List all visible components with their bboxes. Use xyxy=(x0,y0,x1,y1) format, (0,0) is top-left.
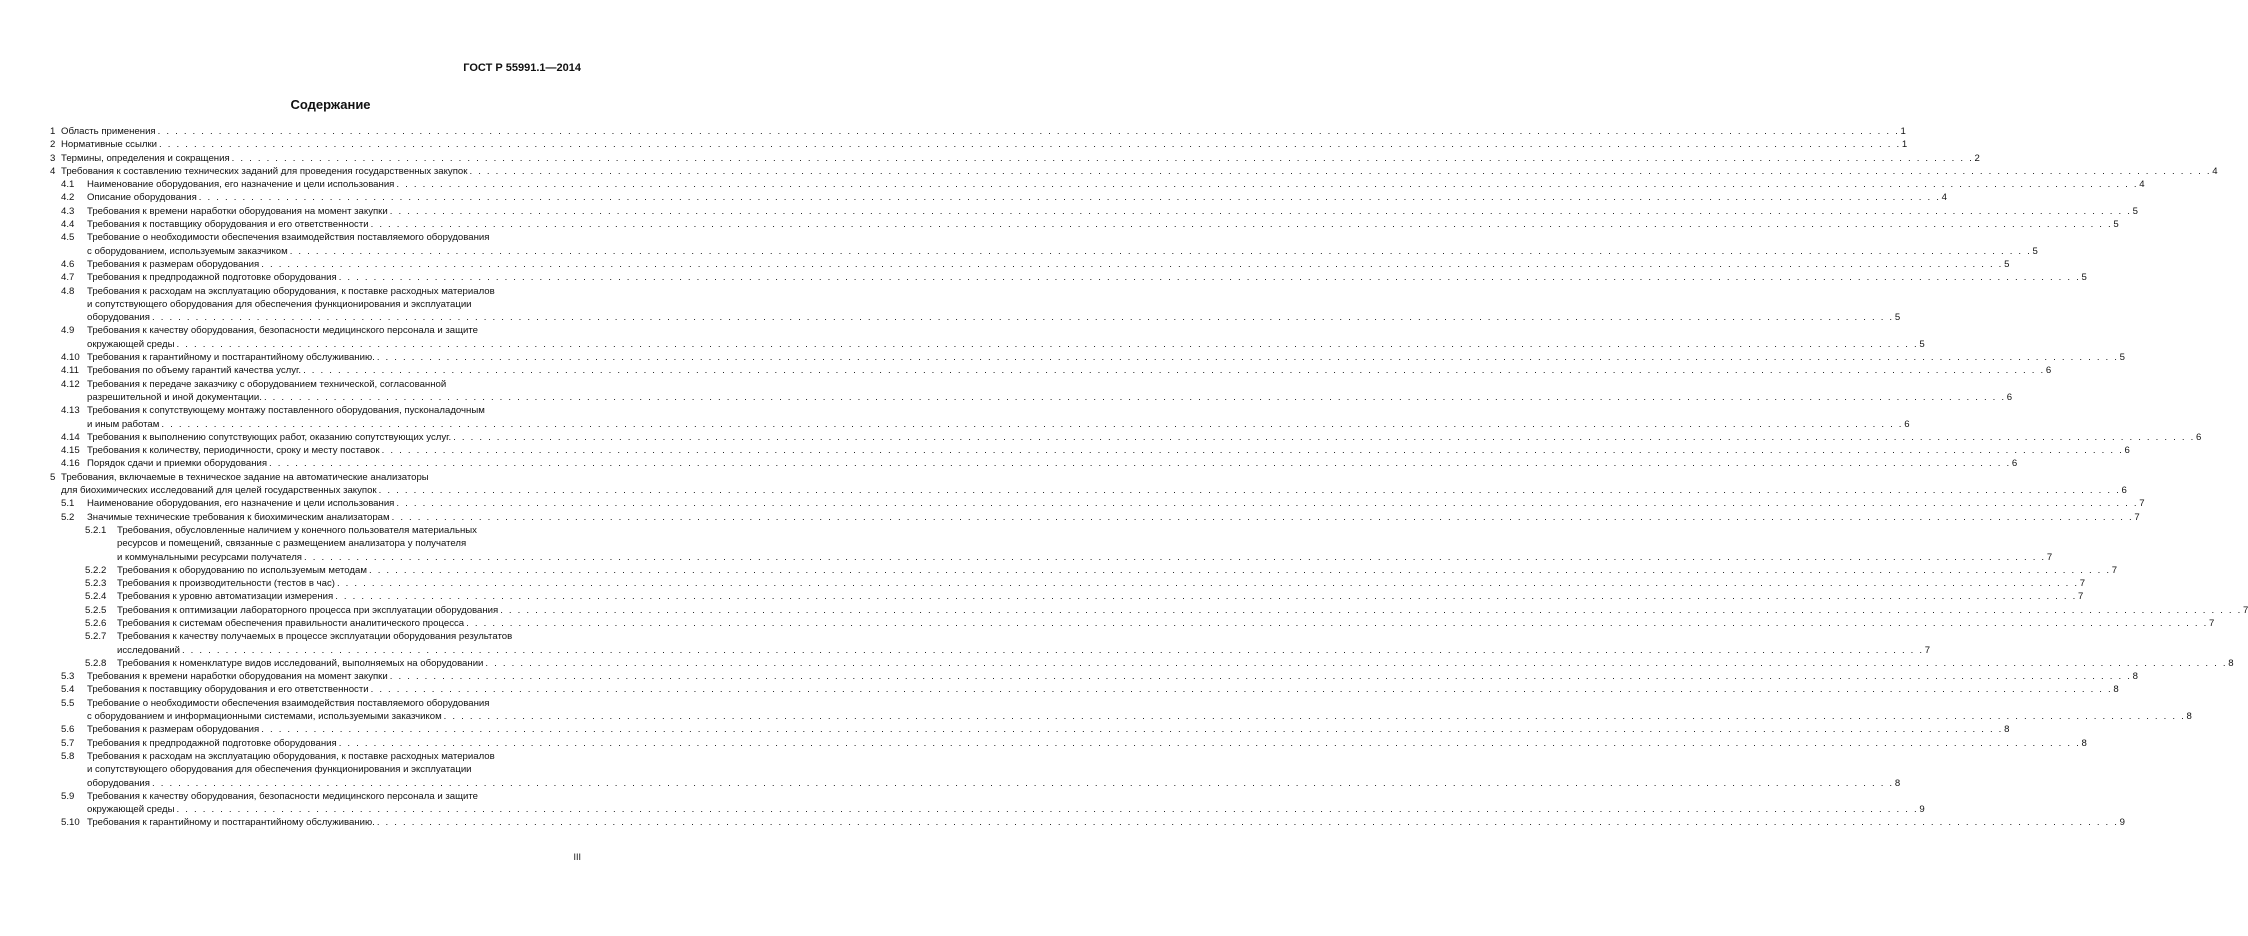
toc-entry-page: 7 xyxy=(2046,551,2053,563)
dot-leader: . . . . . . . . . . . . . . . . . . . . . . . . . . . . . . . . . . . . . . . . . . . . . . . . . . . . . . . . . . . . . . . . . . . . . . . . . . . . . . . . . . . . . . . . . . . . . . . . . . . . . . . . . . . . . . . . . . . . . . . . . . . . . . . . . . . . . . . . . . . . . . . . . . . . . . . . . . . . . . . . . . . . . . . . . . . . . . . . . . . . . . . . . . . . . . . . . . . . . . . . xyxy=(370,684,2113,696)
toc-entry-number: 4.14 xyxy=(61,431,80,443)
toc-entry-page: 7 xyxy=(2208,617,2215,629)
toc-entry-number: 4.13 xyxy=(61,405,80,417)
toc-entry xyxy=(50,444,2130,457)
dot-leader: . . . . . . . . . . . . . . . . . . . . . . . . . . . . . . . . . . . . . . . . . . . . . . . . . . . . . . . . . . . . . . . . . . . . . . . . . . . . . . . . . . . . . . . . . . . . . . . . . . . . . . . . . . . . . . . . . . . . . . . . . . . . . . . . . . . . . . . . . . . . . . . . . . . . . . . . . . . . . . . . . . . . . . . . . . . . . . . . . . . . . . . . . . . . . . . . . . . . . . . . xyxy=(389,205,2132,217)
toc-entry-page: 4 xyxy=(1941,192,1947,204)
toc-entry xyxy=(50,511,2140,524)
dot-leader: . . . . . . . . . . . . . . . . . . . . . . . . . . . . . . . . . . . . . . . . . . . . . . . . . . . . . . . . . . . . . . . . . . . . . . . . . . . . . . . . . . . . . . . . . . . . . . . . . . . . . . . . . . . . . . . . . . . . . . . . . . . . . . . . . . . . . . . . . . . . . . . . . . . . . . . . . . . . . . . . . . . . . . . . . . . . . . . . . . . . . . . . . . . . . . . . . . . . . . . . xyxy=(161,418,1904,430)
dot-leader: . . . . . . . . . . . . . . . . . . . . . . . . . . . . . . . . . . . . . . . . . . . . . . . . . . . . . . . . . . . . . . . . . . . . . . . . . . . . . . . . . . . . . . . . . . . . . . . . . . . . . . . . . . . . . . . . . . . . . . . . . . . . . . . . . . . . . . . . . . . . . . . . . . . . . . . . . . . . . . . . . . . . . . . . . . . . . . . . . . . . . . . . . . . . . . . . . . . . . . . . xyxy=(391,511,2134,523)
toc-entry-text: Требования к количеству, периодичности, сроку и месту поставок xyxy=(87,445,380,457)
toc-entry-number: 4.4 xyxy=(61,219,75,231)
toc-entry-page: 7 xyxy=(2134,511,2140,523)
toc-entry-page: 1 xyxy=(1901,139,1908,151)
dot-leader: . . . . . . . . . . . . . . . . . . . . . . . . . . . . . . . . . . . . . . . . . . . . . . . . . . . . . . . . . . . . . . . . . . . . . . . . . . . . . . . . . . . . . . . . . . . . . . . . . . . . . . . . . . . . . . . . . . . . . . . . . . . . . . . . . . . . . . . . . . . . . . . . . . . . . . . . . . . . . . . . . . . . . . . . . . . . . . . . . . . . . . . . . . . . . . . . . . . . . . . . xyxy=(500,604,2243,616)
toc-entry-page: 7 xyxy=(1924,644,1931,656)
toc-entry xyxy=(50,750,1901,790)
toc-entry-text: Требования к предпродажной подготовке оборудования xyxy=(87,737,337,749)
toc-entry-text: Термины, определения и сокращения xyxy=(61,152,230,164)
toc-entry xyxy=(50,285,1901,325)
toc-entry-page: 8 xyxy=(2004,724,2010,736)
toc-entry xyxy=(50,125,1906,138)
toc-entry-number: 5.9 xyxy=(61,790,75,802)
toc-entry-page: 4 xyxy=(2212,165,2218,177)
dot-leader: . . . . . . . . . . . . . . . . . . . . . . . . . . . . . . . . . . . . . . . . . . . . . . . . . . . . . . . . . . . . . . . . . . . . . . . . . . . . . . . . . . . . . . . . . . . . . . . . . . . . . . . . . . . . . . . . . . . . . . . . . . . . . . . . . . . . . . . . . . . . . . . . . . . . . . . . . . . . . . . . . . . . . . . . . . . . . . . . . . . . . . . . . . . . . . . . . . . . . . . . xyxy=(378,485,2121,497)
toc-entry-text: Требования к производительности (тестов в час) xyxy=(117,578,335,590)
toc-entry xyxy=(50,524,2053,564)
dot-leader: . . . . . . . . . . . . . . . . . . . . . . . . . . . . . . . . . . . . . . . . . . . . . . . . . . . . . . . . . . . . . . . . . . . . . . . . . . . . . . . . . . . . . . . . . . . . . . . . . . . . . . . . . . . . . . . . . . . . . . . . . . . . . . . . . . . . . . . . . . . . . . . . . . . . . . . . . . . . . . . . . . . . . . . . . . . . . . . . . . . . . . . . . . . . . . . . . . . . . . . . xyxy=(159,139,1901,151)
toc-entry-text: оборудования xyxy=(87,777,150,789)
toc-entry-text: Требования к расходам на эксплуатацию оборудования, к поставке расходных материалов xyxy=(87,750,495,762)
toc-entry xyxy=(50,790,1925,817)
toc-entry-page: 6 xyxy=(2195,431,2202,443)
toc-entry-text: Наименование оборудования, его назначение и цели использования xyxy=(87,179,395,191)
toc-entry-page: 8 xyxy=(2186,711,2192,723)
toc-entry-page: 5 xyxy=(1919,338,1925,350)
toc-entry-text: Порядок сдачи и приемки оборудования xyxy=(87,458,268,470)
toc-entry xyxy=(50,431,2202,444)
dot-leader: . . . . . . . . . . . . . . . . . . . . . . . . . . . . . . . . . . . . . . . . . . . . . . . . . . . . . . . . . . . . . . . . . . . . . . . . . . . . . . . . . . . . . . . . . . . . . . . . . . . . . . . . . . . . . . . . . . . . . . . . . . . . . . . . . . . . . . . . . . . . . . . . . . . . . . . . . . . . . . . . . . . . . . . . . . . . . . . . . . . . . . . . . . . . . . . . . . . . . . . . xyxy=(303,365,2045,377)
toc-entry-text: Наименование оборудования, его назначение и цели использования xyxy=(87,498,395,510)
toc-entry-number: 4.2 xyxy=(61,192,75,204)
toc-entry xyxy=(50,630,1931,657)
toc-entry xyxy=(50,471,2127,498)
toc-entry-text: Требования по объему гарантий качества услуг. xyxy=(87,365,302,377)
toc-entry-page: 5 xyxy=(2113,219,2119,231)
toc-entry-page: 5 xyxy=(2119,352,2125,364)
toc-entry-number: 4.16 xyxy=(61,458,80,470)
dot-leader: . . . . . . . . . . . . . . . . . . . . . . . . . . . . . . . . . . . . . . . . . . . . . . . . . . . . . . . . . . . . . . . . . . . . . . . . . . . . . . . . . . . . . . . . . . . . . . . . . . . . . . . . . . . . . . . . . . . . . . . . . . . . . . . . . . . . . . . . . . . . . . . . . . . . . . . . . . . . . . . . . . . . . . . . . . . . . . . . . . . . . . . . . . . . . . . . . . . . . . . . xyxy=(485,657,2228,669)
toc-entry-text: Требования к качеству оборудования, безопасности медицинского персонала и защите xyxy=(87,790,478,802)
toc-entry xyxy=(50,231,2038,258)
toc-entry-number: 5.4 xyxy=(61,684,75,696)
toc-entry-text: и иным работам xyxy=(87,418,160,430)
toc-entry-number: 5.2.1 xyxy=(85,524,107,536)
toc-entry-page: 8 xyxy=(1894,777,1901,789)
dot-leader: . . . . . . . . . . . . . . . . . . . . . . . . . . . . . . . . . . . . . . . . . . . . . . . . . . . . . . . . . . . . . . . . . . . . . . . . . . . . . . . . . . . . . . . . . . . . . . . . . . . . . . . . . . . . . . . . . . . . . . . . . . . . . . . . . . . . . . . . . . . . . . . . . . . . . . . . . . . . . . . . . . . . . . . . . . . . . . . . . . . . . . . . . . . . . . . . . . . . . . . . xyxy=(370,219,2113,231)
toc-entry-text: Требования к качеству получаемых в процессе эксплуатации оборудования результатов xyxy=(117,631,513,643)
toc-entry-text: Требования к размерам оборудования xyxy=(87,258,260,270)
toc-entry-text: и сопутствующего оборудования для обеспечения функционирования и эксплуатации xyxy=(87,298,472,310)
dot-leader: . . . . . . . . . . . . . . . . . . . . . . . . . . . . . . . . . . . . . . . . . . . . . . . . . . . . . . . . . . . . . . . . . . . . . . . . . . . . . . . . . . . . . . . . . . . . . . . . . . . . . . . . . . . . . . . . . . . . . . . . . . . . . . . . . . . . . . . . . . . . . . . . . . . . . . . . . . . . . . . . . . . . . . . . . . . . . . . . . . . . . . . . . . . . . . . . . . . . . . . . xyxy=(151,777,1894,789)
toc-entry xyxy=(50,564,2118,577)
dot-leader: . . . . . . . . . . . . . . . . . . . . . . . . . . . . . . . . . . . . . . . . . . . . . . . . . . . . . . . . . . . . . . . . . . . . . . . . . . . . . . . . . . . . . . . . . . . . . . . . . . . . . . . . . . . . . . . . . . . . . . . . . . . . . . . . . . . . . . . . . . . . . . . . . . . . . . . . . . . . . . . . . . . . . . . . . . . . . . . . . . . . . . . . . . . . . . . . . . . . . . . . xyxy=(453,431,2195,443)
toc-entry-number: 5.2.7 xyxy=(85,631,107,643)
toc-entry xyxy=(50,165,2218,178)
toc-entry-text: Требования к предпродажной подготовке оборудования xyxy=(87,272,337,284)
toc-entry-number: 3 xyxy=(50,152,56,164)
toc-entry-number: 4.3 xyxy=(61,205,75,217)
toc-entry-text: Требования к системам обеспечения правильности аналитического процесса xyxy=(117,617,465,629)
toc-entry-text: Требования к выполнению сопутствующих работ, оказанию сопутствующих услуг. xyxy=(87,431,452,443)
toc-entry-text: Требования к уровню автоматизации измерения xyxy=(117,591,334,603)
dot-leader: . . . . . . . . . . . . . . . . . . . . . . . . . . . . . . . . . . . . . . . . . . . . . . . . . . . . . . . . . . . . . . . . . . . . . . . . . . . . . . . . . . . . . . . . . . . . . . . . . . . . . . . . . . . . . . . . . . . . . . . . . . . . . . . . . . . . . . . . . . . . . . . . . . . . . . . . . . . . . . . . . . . . . . . . . . . . . . . . . . . . . . . . . . . . . . . . . . . . . . . . xyxy=(181,644,1924,656)
toc-entry-page: 6 xyxy=(2124,445,2130,457)
toc-entry-page: 7 xyxy=(2243,604,2248,616)
toc-entry-page: 6 xyxy=(2045,365,2052,377)
toc-entry-text: Область применения xyxy=(61,126,156,137)
toc-entry-page: 7 xyxy=(2111,564,2118,576)
dot-leader: . . . . . . . . . . . . . . . . . . . . . . . . . . . . . . . . . . . . . . . . . . . . . . . . . . . . . . . . . . . . . . . . . . . . . . . . . . . . . . . . . . . . . . . . . . . . . . . . . . . . . . . . . . . . . . . . . . . . . . . . . . . . . . . . . . . . . . . . . . . . . . . . . . . . . . . . . . . . . . . . . . . . . . . . . . . . . . . . . . . . . . . . . . . . . . . . . . . . . . . . xyxy=(336,578,2079,590)
toc-entry-number: 4.8 xyxy=(61,285,75,297)
dot-leader: . . . . . . . . . . . . . . . . . . . . . . . . . . . . . . . . . . . . . . . . . . . . . . . . . . . . . . . . . . . . . . . . . . . . . . . . . . . . . . . . . . . . . . . . . . . . . . . . . . . . . . . . . . . . . . . . . . . . . . . . . . . . . . . . . . . . . . . . . . . . . . . . . . . . . . . . . . . . . . . . . . . . . . . . . . . . . . . . . . . . . . . . . . . . . . . . . . . . . . . . xyxy=(303,551,2046,563)
toc-entry-text: Требования к номенклатуре видов исследований, выполняемых на оборудовании xyxy=(117,657,484,669)
toc-entry-page: 8 xyxy=(2132,671,2138,683)
toc-entry-text: Требование о необходимости обеспечения взаимодействия поставляемого оборудования xyxy=(87,697,490,709)
toc-entry-page: 8 xyxy=(2228,657,2234,669)
toc-entry-text: Требования к оборудованию по используемым методам xyxy=(117,564,367,576)
document-id: ГОСТ Р 55991.1—2014 xyxy=(463,62,581,74)
toc-entry-page: 6 xyxy=(2011,458,2018,470)
dot-leader: . . . . . . . . . . . . . . . . . . . . . . . . . . . . . . . . . . . . . . . . . . . . . . . . . . . . . . . . . . . . . . . . . . . . . . . . . . . . . . . . . . . . . . . . . . . . . . . . . . . . . . . . . . . . . . . . . . . . . . . . . . . . . . . . . . . . . . . . . . . . . . . . . . . . . . . . . . . . . . . . . . . . . . . . . . . . . . . . . . . . . . . . . . . . . . . . . . . . . . . . xyxy=(376,817,2119,829)
toc-entry xyxy=(50,205,2138,218)
toc-entry-number: 1 xyxy=(50,126,56,137)
dot-leader: . . . . . . . . . . . . . . . . . . . . . . . . . . . . . . . . . . . . . . . . . . . . . . . . . . . . . . . . . . . . . . . . . . . . . . . . . . . . . . . . . . . . . . . . . . . . . . . . . . . . . . . . . . . . . . . . . . . . . . . . . . . . . . . . . . . . . . . . . . . . . . . . . . . . . . . . . . . . . . . . . . . . . . . . . . . . . . . . . . . . . . . . . . . . . . . . . . . . . . . . xyxy=(261,258,2004,270)
toc-entry-number: 5.2.5 xyxy=(85,604,107,616)
toc-entry-text: и коммунальными ресурсами получателя xyxy=(117,551,302,563)
dot-leader: . . . . . . . . . . . . . . . . . . . . . . . . . . . . . . . . . . . . . . . . . . . . . . . . . . . . . . . . . . . . . . . . . . . . . . . . . . . . . . . . . . . . . . . . . . . . . . . . . . . . . . . . . . . . . . . . . . . . . . . . . . . . . . . . . . . . . . . . . . . . . . . . . . . . . . . . . . . . . . . . . . . . . . . . . . . . . . . . . . . . . . . . . . . . . . . . . . . . . . . . xyxy=(176,338,1919,350)
toc-entry xyxy=(50,604,2248,617)
dot-leader: . . . . . . . . . . . . . . . . . . . . . . . . . . . . . . . . . . . . . . . . . . . . . . . . . . . . . . . . . . . . . . . . . . . . . . . . . . . . . . . . . . . . . . . . . . . . . . . . . . . . . . . . . . . . . . . . . . . . . . . . . . . . . . . . . . . . . . . . . . . . . . . . . . . . . . . . . . . . . . . . . . . . . . . . . . . . . . . . . . . . . . . . . . . . . . . . . . . . . . . . xyxy=(469,165,2212,177)
toc-entry xyxy=(50,351,2125,364)
toc-entry-text: и сопутствующего оборудования для обеспечения функционирования и эксплуатации xyxy=(87,764,472,776)
toc-entry-text: Требования к сопутствующему монтажу поставленного оборудования, пусконаладочным xyxy=(87,405,485,417)
page-title: Содержание xyxy=(290,97,371,112)
toc-entry-page: 5 xyxy=(2132,205,2138,217)
toc-entry xyxy=(50,324,1925,351)
toc-entry-number: 5.2.2 xyxy=(85,564,107,576)
dot-leader: . . . . . . . . . . . . . . . . . . . . . . . . . . . . . . . . . . . . . . . . . . . . . . . . . . . . . . . . . . . . . . . . . . . . . . . . . . . . . . . . . . . . . . . . . . . . . . . . . . . . . . . . . . . . . . . . . . . . . . . . . . . . . . . . . . . . . . . . . . . . . . . . . . . . . . . . . . . . . . . . . . . . . . . . . . . . . . . . . . . . . . . . . . . . . . . . . . . . . . . . xyxy=(289,245,2032,257)
dot-leader: . . . . . . . . . . . . . . . . . . . . . . . . . . . . . . . . . . . . . . . . . . . . . . . . . . . . . . . . . . . . . . . . . . . . . . . . . . . . . . . . . . . . . . . . . . . . . . . . . . . . . . . . . . . . . . . . . . . . . . . . . . . . . . . . . . . . . . . . . . . . . . . . . . . . . . . . . . . . . . . . . . . . . . . . . . . . . . . . . . . . . . . . . . . . . . . . . . . . . . . . xyxy=(443,711,2186,723)
toc-entry-page: 5 xyxy=(2081,272,2087,284)
toc-entry xyxy=(50,670,2138,683)
toc-entry-text: Требования к гарантийному и постгарантийному обслуживанию. xyxy=(87,352,375,364)
dot-leader: . . . . . . . . . . . . . . . . . . . . . . . . . . . . . . . . . . . . . . . . . . . . . . . . . . . . . . . . . . . . . . . . . . . . . . . . . . . . . . . . . . . . . . . . . . . . . . . . . . . . . . . . . . . . . . . . . . . . . . . . . . . . . . . . . . . . . . . . . . . . . . . . . . . . . . . . . . . . . . . . . . . . . . . . . . . . . . . . . . . . . . . . . . . . . . . . . . . . . . . . xyxy=(338,737,2081,749)
toc-entry xyxy=(50,590,2084,603)
toc-entry xyxy=(50,816,2125,829)
toc-entry-text: Описание оборудования xyxy=(87,192,197,204)
toc-entry-text: Требования к качеству оборудования, безопасности медицинского персонала и защите xyxy=(87,325,478,337)
toc-entry xyxy=(50,657,2234,670)
toc-entry-page: 9 xyxy=(1919,804,1925,816)
toc-entry xyxy=(50,497,2145,510)
toc-entry-text: Требования к оптимизации лабораторного процесса при эксплуатации оборудования xyxy=(117,604,499,616)
toc-entry-number: 5.8 xyxy=(61,750,75,762)
toc-entry xyxy=(50,218,2119,231)
toc-entry-text: Требования к расходам на эксплуатацию оборудования, к поставке расходных материалов xyxy=(87,285,495,297)
dot-leader: . . . . . . . . . . . . . . . . . . . . . . . . . . . . . . . . . . . . . . . . . . . . . . . . . . . . . . . . . . . . . . . . . . . . . . . . . . . . . . . . . . . . . . . . . . . . . . . . . . . . . . . . . . . . . . . . . . . . . . . . . . . . . . . . . . . . . . . . . . . . . . . . . . . . . . . . . . . . . . . . . . . . . . . . . . . . . . . . . . . . . . . . . . . . . . . . . . . . . . . . xyxy=(381,445,2124,457)
dot-leader: . . . . . . . . . . . . . . . . . . . . . . . . . . . . . . . . . . . . . . . . . . . . . . . . . . . . . . . . . . . . . . . . . . . . . . . . . . . . . . . . . . . . . . . . . . . . . . . . . . . . . . . . . . . . . . . . . . . . . . . . . . . . . . . . . . . . . . . . . . . . . . . . . . . . . . . . . . . . . . . . . . . . . . . . . . . . . . . . . . . . . . . . . . . . . . . . . . . . . . . . xyxy=(338,272,2081,284)
toc-entry-number: 5.6 xyxy=(61,724,75,736)
toc-entry-number: 5.5 xyxy=(61,697,75,709)
toc-entry-number: 4.15 xyxy=(61,445,80,457)
toc-entry xyxy=(50,457,2018,470)
toc-entry-number: 4 xyxy=(50,165,56,177)
table-of-contents xyxy=(50,125,2248,830)
dot-leader: . . . . . . . . . . . . . . . . . . . . . . . . . . . . . . . . . . . . . . . . . . . . . . . . . . . . . . . . . . . . . . . . . . . . . . . . . . . . . . . . . . . . . . . . . . . . . . . . . . . . . . . . . . . . . . . . . . . . . . . . . . . . . . . . . . . . . . . . . . . . . . . . . . . . . . . . . . . . . . . . . . . . . . . . . . . . . . . . . . . . . . . . . . . . . . . . . . . . . . . . xyxy=(157,126,1900,137)
toc-entry-page: 7 xyxy=(2078,591,2084,603)
toc-entry xyxy=(50,191,1947,204)
toc-entry xyxy=(50,271,2087,284)
dot-leader: . . . . . . . . . . . . . . . . . . . . . . . . . . . . . . . . . . . . . . . . . . . . . . . . . . . . . . . . . . . . . . . . . . . . . . . . . . . . . . . . . . . . . . . . . . . . . . . . . . . . . . . . . . . . . . . . . . . . . . . . . . . . . . . . . . . . . . . . . . . . . . . . . . . . . . . . . . . . . . . . . . . . . . . . . . . . . . . . . . . . . . . . . . . . . . . . . . . . . . . . xyxy=(269,458,2011,470)
toc-entry-text: Требования к поставщику оборудования и его ответственности xyxy=(87,684,369,696)
toc-entry-number: 5.2.3 xyxy=(85,578,107,590)
toc-entry-number: 5 xyxy=(50,471,56,483)
toc-entry-number: 4.10 xyxy=(61,352,80,364)
toc-entry xyxy=(50,378,2013,405)
toc-entry-number: 5.2.4 xyxy=(85,591,107,603)
toc-entry-number: 2 xyxy=(50,139,56,151)
toc-entry-text: для биохимических исследований для целей государственных закупок xyxy=(61,485,377,497)
dot-leader: . . . . . . . . . . . . . . . . . . . . . . . . . . . . . . . . . . . . . . . . . . . . . . . . . . . . . . . . . . . . . . . . . . . . . . . . . . . . . . . . . . . . . . . . . . . . . . . . . . . . . . . . . . . . . . . . . . . . . . . . . . . . . . . . . . . . . . . . . . . . . . . . . . . . . . . . . . . . . . . . . . . . . . . . . . . . . . . . . . . . . . . . . . . . . . . . . . . . . . . . xyxy=(466,617,2208,629)
toc-entry-number: 5.10 xyxy=(61,817,80,829)
toc-entry-page: 9 xyxy=(2119,817,2125,829)
toc-entry xyxy=(50,683,2119,696)
toc-entry xyxy=(50,364,2052,377)
dot-leader: . . . . . . . . . . . . . . . . . . . . . . . . . . . . . . . . . . . . . . . . . . . . . . . . . . . . . . . . . . . . . . . . . . . . . . . . . . . . . . . . . . . . . . . . . . . . . . . . . . . . . . . . . . . . . . . . . . . . . . . . . . . . . . . . . . . . . . . . . . . . . . . . . . . . . . . . . . . . . . . . . . . . . . . . . . . . . . . . . . . . . . . . . . . . . . . . . . . . . . . . xyxy=(151,312,1894,324)
toc-entry-number: 5.1 xyxy=(61,498,75,510)
toc-entry-number: 4.11 xyxy=(61,365,79,377)
toc-entry xyxy=(50,697,2192,724)
toc-entry-page: 7 xyxy=(2079,578,2086,590)
page-number: III xyxy=(573,852,581,862)
toc-entry-page: 6 xyxy=(1904,418,1910,430)
toc-entry xyxy=(50,152,1980,165)
toc-entry-text: с оборудованием и информационными системами, используемыми заказчиком xyxy=(87,711,442,723)
toc-entry xyxy=(50,723,2010,736)
toc-entry-number: 5.3 xyxy=(61,671,75,683)
dot-leader: . . . . . . . . . . . . . . . . . . . . . . . . . . . . . . . . . . . . . . . . . . . . . . . . . . . . . . . . . . . . . . . . . . . . . . . . . . . . . . . . . . . . . . . . . . . . . . . . . . . . . . . . . . . . . . . . . . . . . . . . . . . . . . . . . . . . . . . . . . . . . . . . . . . . . . . . . . . . . . . . . . . . . . . . . . . . . . . . . . . . . . . . . . . . . . . . . . . . . . . . xyxy=(389,671,2132,683)
toc-entry-page: 8 xyxy=(2081,737,2087,749)
toc-entry-text: Требования, включаемые в техническое задание на автоматические анализаторы xyxy=(61,471,429,483)
toc-entry-number: 4.7 xyxy=(61,272,75,284)
dot-leader: . . . . . . . . . . . . . . . . . . . . . . . . . . . . . . . . . . . . . . . . . . . . . . . . . . . . . . . . . . . . . . . . . . . . . . . . . . . . . . . . . . . . . . . . . . . . . . . . . . . . . . . . . . . . . . . . . . . . . . . . . . . . . . . . . . . . . . . . . . . . . . . . . . . . . . . . . . . . . . . . . . . . . . . . . . . . . . . . . . . . . . . . . . . . . . . . . . . . . . . . xyxy=(368,564,2111,576)
toc-entry-number: 4.5 xyxy=(61,232,75,244)
toc-entry-page: 5 xyxy=(2032,245,2038,257)
toc-entry-page: 8 xyxy=(2113,684,2119,696)
toc-entry-number: 5.2.8 xyxy=(85,657,107,669)
dot-leader: . . . . . . . . . . . . . . . . . . . . . . . . . . . . . . . . . . . . . . . . . . . . . . . . . . . . . . . . . . . . . . . . . . . . . . . . . . . . . . . . . . . . . . . . . . . . . . . . . . . . . . . . . . . . . . . . . . . . . . . . . . . . . . . . . . . . . . . . . . . . . . . . . . . . . . . . . . . . . . . . . . . . . . . . . . . . . . . . . . . . . . . . . . . . . . . . . . . . . . . . xyxy=(261,724,2004,736)
toc-entry-text: Значимые технические требования к биохимическим анализаторам xyxy=(87,511,390,523)
toc-entry-page: 5 xyxy=(1894,312,1901,324)
toc-entry-number: 5.2 xyxy=(61,511,75,523)
toc-entry-text: оборудования xyxy=(87,312,150,324)
toc-entry-text: Требования к времени наработки оборудования на момент закупки xyxy=(87,671,388,683)
toc-entry-number: 4.6 xyxy=(61,258,75,270)
toc-entry-text: ресурсов и помещений, связанные с размещением анализатора у получателя xyxy=(117,538,467,550)
toc-entry-text: Требования к поставщику оборудования и его ответственности xyxy=(87,219,369,231)
toc-entry-text: Требования, обусловленные наличием у конечного пользователя материальных xyxy=(117,524,477,536)
dot-leader: . . . . . . . . . . . . . . . . . . . . . . . . . . . . . . . . . . . . . . . . . . . . . . . . . . . . . . . . . . . . . . . . . . . . . . . . . . . . . . . . . . . . . . . . . . . . . . . . . . . . . . . . . . . . . . . . . . . . . . . . . . . . . . . . . . . . . . . . . . . . . . . . . . . . . . . . . . . . . . . . . . . . . . . . . . . . . . . . . . . . . . . . . . . . . . . . . . . . . . . . xyxy=(176,804,1919,816)
dot-leader: . . . . . . . . . . . . . . . . . . . . . . . . . . . . . . . . . . . . . . . . . . . . . . . . . . . . . . . . . . . . . . . . . . . . . . . . . . . . . . . . . . . . . . . . . . . . . . . . . . . . . . . . . . . . . . . . . . . . . . . . . . . . . . . . . . . . . . . . . . . . . . . . . . . . . . . . . . . . . . . . . . . . . . . . . . . . . . . . . . . . . . . . . . . . . . . . . . . . . . . . xyxy=(231,152,1974,164)
toc-entry-text: Требования к времени наработки оборудования на момент закупки xyxy=(87,205,388,217)
toc-entry-text: Требования к размерам оборудования xyxy=(87,724,260,736)
dot-leader: . . . . . . . . . . . . . . . . . . . . . . . . . . . . . . . . . . . . . . . . . . . . . . . . . . . . . . . . . . . . . . . . . . . . . . . . . . . . . . . . . . . . . . . . . . . . . . . . . . . . . . . . . . . . . . . . . . . . . . . . . . . . . . . . . . . . . . . . . . . . . . . . . . . . . . . . . . . . . . . . . . . . . . . . . . . . . . . . . . . . . . . . . . . . . . . . . . . . . . . . xyxy=(396,179,2139,191)
dot-leader: . . . . . . . . . . . . . . . . . . . . . . . . . . . . . . . . . . . . . . . . . . . . . . . . . . . . . . . . . . . . . . . . . . . . . . . . . . . . . . . . . . . . . . . . . . . . . . . . . . . . . . . . . . . . . . . . . . . . . . . . . . . . . . . . . . . . . . . . . . . . . . . . . . . . . . . . . . . . . . . . . . . . . . . . . . . . . . . . . . . . . . . . . . . . . . . . . . . . . . . . xyxy=(396,498,2139,510)
dot-leader: . . . . . . . . . . . . . . . . . . . . . . . . . . . . . . . . . . . . . . . . . . . . . . . . . . . . . . . . . . . . . . . . . . . . . . . . . . . . . . . . . . . . . . . . . . . . . . . . . . . . . . . . . . . . . . . . . . . . . . . . . . . . . . . . . . . . . . . . . . . . . . . . . . . . . . . . . . . . . . . . . . . . . . . . . . . . . . . . . . . . . . . . . . . . . . . . . . . . . . . . xyxy=(198,192,1941,204)
dot-leader: . . . . . . . . . . . . . . . . . . . . . . . . . . . . . . . . . . . . . . . . . . . . . . . . . . . . . . . . . . . . . . . . . . . . . . . . . . . . . . . . . . . . . . . . . . . . . . . . . . . . . . . . . . . . . . . . . . . . . . . . . . . . . . . . . . . . . . . . . . . . . . . . . . . . . . . . . . . . . . . . . . . . . . . . . . . . . . . . . . . . . . . . . . . . . . . . . . . . . . . . xyxy=(335,591,2078,603)
toc-entry-text: разрешительной и иной документации. xyxy=(87,391,262,403)
toc-entry-number: 5.7 xyxy=(61,737,75,749)
toc-entry-page: 1 xyxy=(1900,126,1906,137)
toc-entry-page: 6 xyxy=(2121,485,2127,497)
toc-entry xyxy=(50,138,1908,151)
toc-entry xyxy=(50,404,1910,431)
toc-entry-number: 4.1 xyxy=(61,179,75,191)
toc-entry-number: 5.2.6 xyxy=(85,617,107,629)
toc-entry-text: Требование о необходимости обеспечения взаимодействия поставляемого оборудования xyxy=(87,232,490,244)
toc-entry-page: 2 xyxy=(1974,152,1980,164)
toc-entry-number: 4.9 xyxy=(61,325,75,337)
toc-entry-text: Требования к передаче заказчику с оборудованием технической, согласованной xyxy=(87,378,447,390)
toc-entry-text: Требования к составлению технических заданий для проведения государственных закупок xyxy=(61,165,468,177)
toc-entry-page: 7 xyxy=(2139,498,2145,510)
toc-entry-text: окружающей среды xyxy=(87,338,175,350)
toc-entry xyxy=(50,258,2010,271)
dot-leader: . . . . . . . . . . . . . . . . . . . . . . . . . . . . . . . . . . . . . . . . . . . . . . . . . . . . . . . . . . . . . . . . . . . . . . . . . . . . . . . . . . . . . . . . . . . . . . . . . . . . . . . . . . . . . . . . . . . . . . . . . . . . . . . . . . . . . . . . . . . . . . . . . . . . . . . . . . . . . . . . . . . . . . . . . . . . . . . . . . . . . . . . . . . . . . . . . . . . . . . . xyxy=(263,391,2006,403)
toc-entry-text: исследований xyxy=(117,644,180,656)
toc-entry xyxy=(50,617,2215,630)
toc-entry xyxy=(50,577,2086,590)
toc-entry-page: 4 xyxy=(2139,179,2145,191)
toc-entry-number: 4.12 xyxy=(61,378,80,390)
toc-entry xyxy=(50,737,2087,750)
dot-leader: . . . . . . . . . . . . . . . . . . . . . . . . . . . . . . . . . . . . . . . . . . . . . . . . . . . . . . . . . . . . . . . . . . . . . . . . . . . . . . . . . . . . . . . . . . . . . . . . . . . . . . . . . . . . . . . . . . . . . . . . . . . . . . . . . . . . . . . . . . . . . . . . . . . . . . . . . . . . . . . . . . . . . . . . . . . . . . . . . . . . . . . . . . . . . . . . . . . . . . . . xyxy=(376,352,2119,364)
toc-entry-text: Нормативные ссылки xyxy=(61,139,158,151)
toc-entry-page: 5 xyxy=(2004,258,2010,270)
toc-entry-text: с оборудованием, используемым заказчиком xyxy=(87,245,288,257)
toc-entry-page: 6 xyxy=(2006,391,2013,403)
toc-entry xyxy=(50,178,2145,191)
toc-entry-text: Требования к гарантийному и постгарантийному обслуживанию. xyxy=(87,817,375,829)
toc-entry-text: окружающей среды xyxy=(87,804,175,816)
